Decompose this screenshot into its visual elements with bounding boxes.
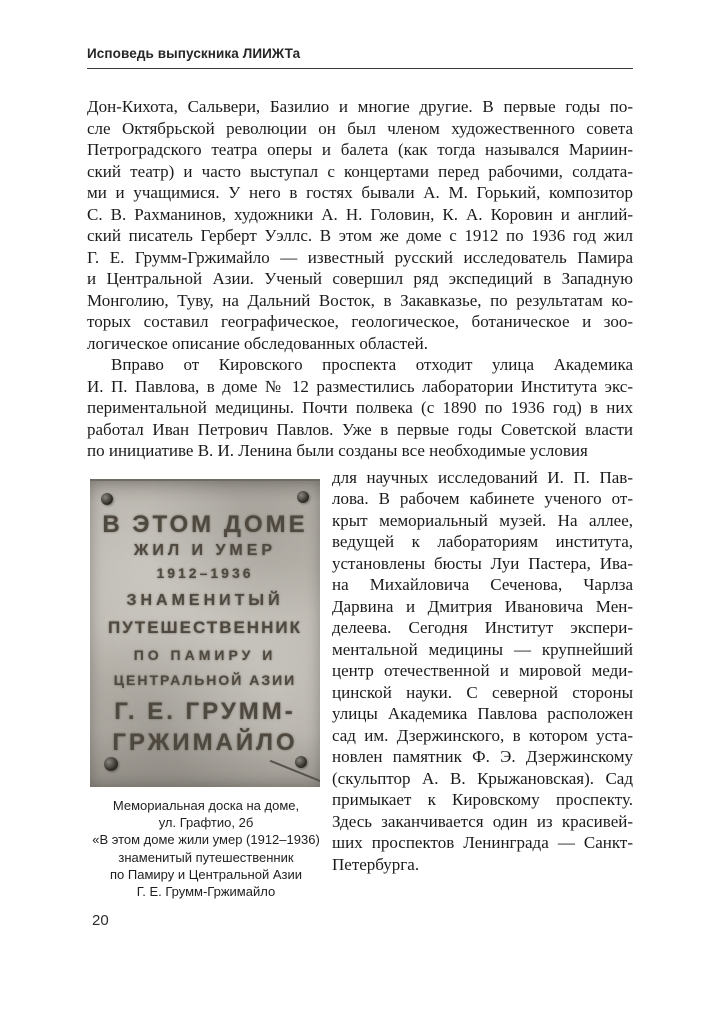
text-line: цинской науки. С северной стороны <box>332 682 633 702</box>
text-line: сад им. Дзержинского, в котором уста- <box>332 725 633 745</box>
text-line: И. П. Павлова, в доме № 12 разместились лаборатории Института экс- <box>87 376 633 396</box>
text-line: центр отечественной и мировой меди- <box>332 661 633 680</box>
text-line: Здесь заканчивается один из красивей- <box>332 811 633 831</box>
text-line: ших проспектов Ленинграда — Санкт- <box>332 833 633 852</box>
text-line: Вправо от Кировского проспекта отходит улица Академика <box>111 355 633 374</box>
text-line: логическое описание обследованных областей. <box>87 333 428 353</box>
bolt-icon <box>101 493 113 505</box>
plaque-caption <box>85 797 327 901</box>
text-line: «В этом доме жили умер (1912–1936) <box>92 832 320 848</box>
text-line: ведущей к лабораториям института, <box>332 532 633 551</box>
text-line: крыт мемориальный музей. На аллее, <box>332 510 633 530</box>
plaque-text-line: ПУТЕШЕСТВЕННИК <box>108 617 302 637</box>
text-line: ментальной медицины — крупнейший <box>332 639 633 659</box>
text-line: по Памиру и Центральной Азии <box>110 867 302 883</box>
page-body <box>87 96 633 908</box>
page-number: 20 <box>92 912 109 929</box>
text-line: ский писатель Герберт Уэллс. В этом же доме с 1912 по 1936 год жил <box>87 226 633 245</box>
figure-and-text-row <box>87 462 633 908</box>
text-line: лова. В рабочем кабинете ученого от- <box>332 489 633 508</box>
text-line: торых составил географическое, геологическое, ботаническое и зоо- <box>87 312 633 331</box>
text-line: Дарвина и Дмитрия Ивановича Мен- <box>332 596 633 616</box>
text-line: Мемориальная доска на доме, <box>112 797 300 813</box>
paragraph-2-full-width <box>87 354 633 462</box>
text-line: С. В. Рахманинов, художники А. Н. Головин, К. А. Коровин и англий- <box>87 204 633 224</box>
text-line: новлен памятник Ф. Э. Дзержинскому <box>332 747 633 766</box>
plaque-figure <box>87 479 327 901</box>
text-line: ми и учащимися. У него в гостях бывали А. М. Горький, композитор <box>87 183 633 202</box>
text-line: Дон-Кихота, Сальвери, Базилио и многие другие. В первые годы по- <box>87 97 633 116</box>
running-header <box>87 46 633 69</box>
text-line: и Центральной Азии. Ученый совершил ряд экспедиций в Западную <box>87 269 633 288</box>
paragraph-1 <box>87 96 633 354</box>
plaque-text-line: ЖИЛ И УМЕР <box>133 541 277 559</box>
plaque-text-line: ЗНАМЕНИТЫЙ <box>126 591 284 609</box>
text-line: ский театр) и часто выступал с концертами перед рабочими, солдата- <box>87 161 633 181</box>
text-line: на Михайловича Сеченова, Чарлза <box>332 575 633 594</box>
text-line: Петроградского театра оперы и балета (как тогда назывался Мариин- <box>87 140 633 159</box>
text-line: Г. Е. Грумм-Гржимайло — известный русский исследователь Памира <box>87 247 633 267</box>
text-line: периментальной медицины. Почти полвека (с 1890 по 1936 год) в них <box>87 398 633 417</box>
text-line: ул. Графтио, 2б <box>158 814 254 830</box>
text-line: знаменитый путешественник <box>118 849 294 865</box>
plaque-text-line: В ЭТОМ ДОМЕ <box>102 510 308 538</box>
text-line: делеева. Сегодня Институт экспери- <box>332 618 633 637</box>
text-line: (скульптор А. В. Крыжановская). Сад <box>332 768 633 788</box>
bolt-icon <box>297 491 309 503</box>
text-line: Петербурга. <box>332 854 420 874</box>
text-line: работал Иван Петрович Павлов. Уже в первые годы Советской власти <box>87 419 633 439</box>
plaque-text-line: ГРЖИМАЙЛО <box>112 728 298 756</box>
plaque-text-line: ЦЕНТРАЛЬНОЙ АЗИИ <box>113 671 297 688</box>
plaque-text-line: Г. Е. ГРУММ- <box>114 697 296 725</box>
plaque-text-line: ПО ПАМИРУ И <box>133 646 277 663</box>
bolt-icon <box>295 756 307 768</box>
plaque-photo <box>90 479 320 787</box>
text-line: по инициативе В. И. Ленина были созданы все необходимые условия <box>87 441 588 460</box>
text-line: Г. Е. Грумм-Гржимайло <box>136 884 276 900</box>
text-line: для научных исследований И. П. Пав- <box>332 467 633 487</box>
running-header-title: Исповедь выпускника ЛИИЖТа <box>87 46 301 61</box>
paragraph-2-wrapped-column <box>332 462 633 876</box>
plaque-text-line: 1912–1936 <box>156 564 254 581</box>
bolt-icon <box>104 757 118 771</box>
text-line: улицы Академика Павлова расположен <box>332 704 633 723</box>
text-line: установлены бюсты Луи Пастера, Ива- <box>332 553 633 573</box>
text-line: Монголию, Туву, на Дальний Восток, в Закавказье, по результатам ко- <box>87 290 633 310</box>
text-line: примыкает к Кировскому проспекту. <box>332 790 633 809</box>
text-line: сле Октябрьской революции он был членом художественного совета <box>87 118 633 138</box>
